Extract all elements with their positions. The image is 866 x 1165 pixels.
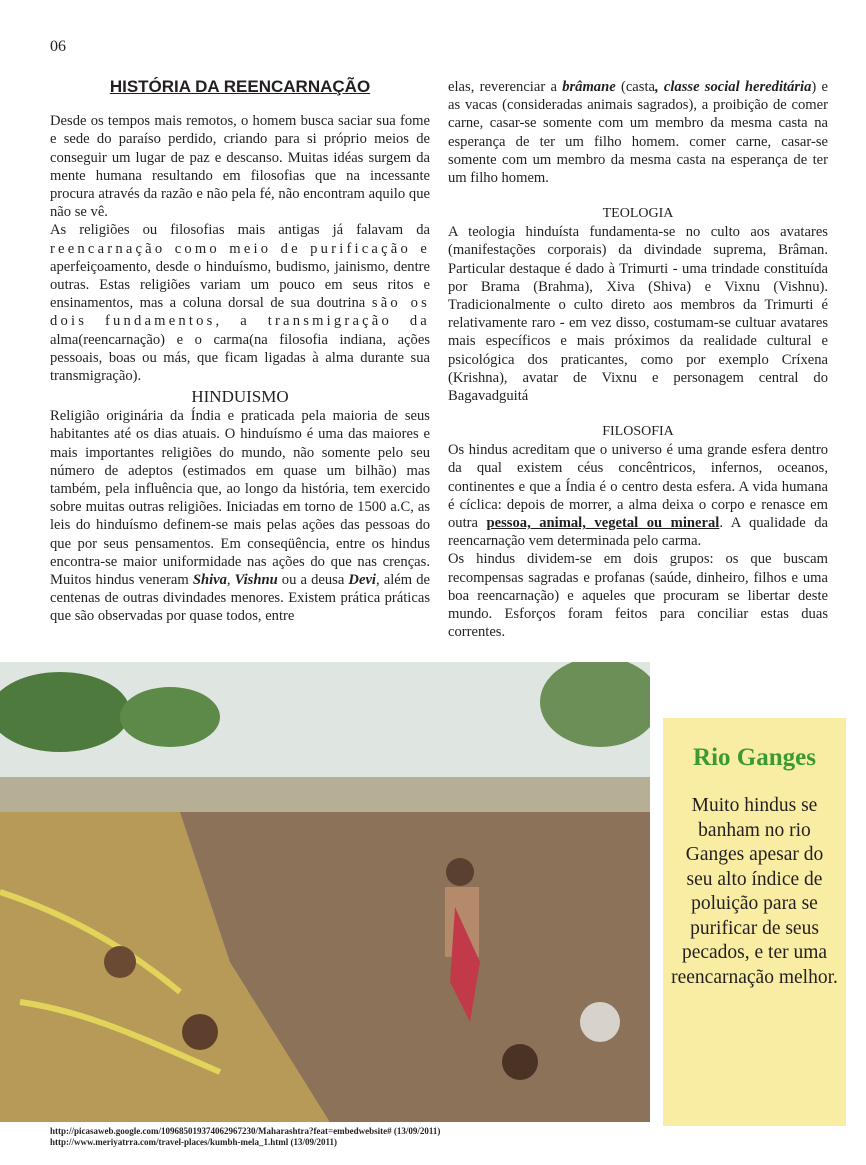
box-title: Rio Ganges xyxy=(693,744,816,771)
text-run: alma(reencarnação) e o carma(na filosofia indiana, ações pessoais, boas ou más, que ficam ligadas à alma durante sua transmigração). xyxy=(50,331,430,385)
teologia-paragraph: A teologia hinduísta fundamenta-se no culto aos avatares (manifestações corporais) da divindade suprema, Brâman. Particular destaque é dado à Trimurti - uma trindade constituída por Brama (Brahma), Xiva (Shiva) e Vixnu (Vishnu). Tradicionalmente o culto direto aos membros da Trimurti é relativamente raro - em vez disso, costumam-se cultuar avatares mais específicos e mais próximos da realidade cultural e psicológica dos praticantes, como por exemplo Críxena (Krishna), avatar de Vixnu e personagem central do Bagavadguitá xyxy=(448,224,828,405)
hinduismo-paragraph xyxy=(50,407,430,625)
source-link-1: http://picasaweb.google.com/109685019374062967230/Maharashtra?feat=embedwebsite# (13/09/2011) xyxy=(50,1126,441,1136)
filosofia-paragraph xyxy=(448,441,828,550)
source-link-2: http://www.meriyatrra.com/travel-places/kumbh-mela_1.html (13/09/2011) xyxy=(50,1137,337,1147)
text-run: ) e as vacas (consideradas animais sagrados), a proibição de comer carne, casar-se somente com um membro da mesma casta na esperança de ter um filho homem. comer carne, casar-se somente com um membro da mesma casta na esperança de ter um filho homem. xyxy=(448,79,828,187)
sidebar-box xyxy=(663,718,846,1126)
deity-shiva: Shiva xyxy=(192,572,227,589)
text-run: . A qualidade da reencarnação vem determinada pelo carma. xyxy=(448,515,828,550)
section-heading-teologia: TEOLOGIA xyxy=(602,206,674,222)
continuation-paragraph xyxy=(448,78,828,187)
religions-paragraph xyxy=(50,221,430,385)
text-run: elas, reverenciar a xyxy=(448,79,563,95)
text-run: ou a deusa xyxy=(277,572,349,589)
grupos-paragraph: Os hindus dividem-se em dois grupos: os que buscam recompensas sagradas e profanas (saúde, dinheiro, filhos e uma boa reencarnação) e aqueles que procuram se libertar deste mundo. Esforços foram feitos para conciliar estas duas correntes. xyxy=(448,551,828,641)
text-run: aperfeiçoamento, desde o hinduísmo, budismo, jainismo, dentre outras. Estas religiões variam um pouco em seus ritos e ensinamentos, mas a coluna dorsal de sua doutrina xyxy=(50,258,430,312)
deity-vishnu: Vishnu xyxy=(234,572,278,589)
text-run: Religião originária da Índia e praticada pela maioria de seus habitantes até os dias atuais. O hinduísmo é uma das maiores e mais importantes religiões do mundo, não somente pelo seu número de adeptos (estimados em quase um bilhão) mas também, pela influência que, ao longo da história, tem exercido sobre muitas outras religiões. Iniciadas em torno de 1500 a.C, as leis do hinduísmo definem-se mais pelas ações das pessoas do que por seus pensamentos. Em conseqüência, entre os hindus encontra-se maior uniformidade nas ações do que nas crenças. Muitos hindus veneram xyxy=(50,408,430,589)
page-number: 06 xyxy=(50,38,66,55)
photo-illustration xyxy=(0,662,650,1122)
box-text: Muito hindus se banham no rio Ganges apesar do seu alto índice de poluição para se purificar de seus pecados, e ter uma reencarnação melhor. xyxy=(671,795,838,988)
text-run: são os dois fundamentos, a transmigração da xyxy=(50,295,430,330)
text-run: (casta xyxy=(615,79,655,95)
ganges-photo xyxy=(0,662,650,1122)
text-run: , além de centenas de outras divindades menores. Existem prática práticas que são observadas por quase todos, entre xyxy=(50,572,430,625)
deity-devi: Devi xyxy=(348,572,376,589)
text-run: reencarnação como meio de purificação e xyxy=(50,240,430,257)
intro-paragraph: Desde os tempos mais remotos, o homem busca saciar sua fome e sede do paraíso perdido, criando para si próprio meios de conseguir um lugar de paz e descanso. Muitas idéas surgem da mente humana resultando em filosofias que na incessante procura através da razão e não pela fé, não encontram aquilo que não se vê. xyxy=(50,113,430,221)
text-run: Os hindus acreditam que o universo é uma grande esfera dentro da qual existem céus concêntricos, infernos, oceanos, continentes e que a Índia é o centro desta esfera. A vida humana é cíclica: depois de morrer, a alma deixa o corpo e renasce em outra xyxy=(448,442,828,532)
left-column xyxy=(50,78,430,626)
section-heading-hinduismo: HINDUISMO xyxy=(191,387,289,407)
article-title: HISTÓRIA DA REENCARNAÇÃO xyxy=(109,77,371,96)
text-run: As religiões ou filosofias mais antigas já falavam da xyxy=(50,222,430,239)
text-run: , xyxy=(226,572,235,589)
underlined-term: pessoa, animal, vegetal ou mineral xyxy=(486,515,720,532)
section-heading-filosofia: FILOSOFIA xyxy=(602,424,674,440)
term-casta: , classe social hereditária xyxy=(654,79,812,95)
term-bramane: brâmane xyxy=(562,79,616,95)
right-column xyxy=(448,78,828,641)
